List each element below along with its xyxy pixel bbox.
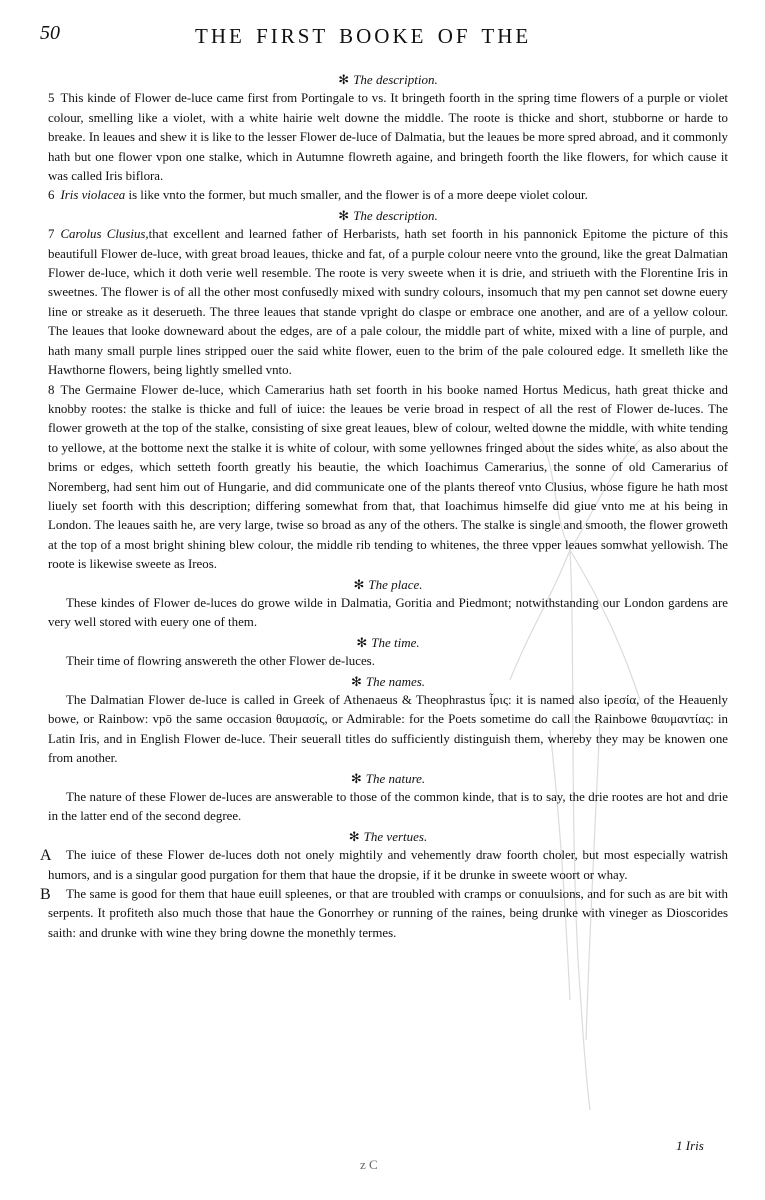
asterism-icon: ✻ — [356, 634, 368, 650]
paragraph-text: The iuice of these Flower de-luces doth not onely mightily and vehemently draw foorth choler, but most especially watrish humors, and is a singular good purgation for them that haue the dropsie, if it be drunke in sweete woort or whay. — [48, 848, 728, 882]
paragraph-text: is like vnto the former, but much smaller, and the flower is of a more deepe violet colour. — [128, 188, 588, 203]
paragraph-nature: The nature of these Flower de-luces are answerable to those of the common kinde, that is to say, the drie rootes are hot and drie in the latter end of the second degree. — [48, 790, 728, 824]
asterism-icon: ✻ — [348, 828, 360, 844]
paragraph-text: that excellent and learned father of Herbarists, hath set foorth in his pannonick Epitome the picture of this beautifull Flower de-luce, with great broad leaues, thicke and fat, of a purple colour neere vnto the ground, like the great Dalmatian Flower de-luce, which it doth verie well resemble. The roote is very sweete when it is drie, and striueth with the Florentine Iris in sweetnes. The flower is of all the other most confusedly mixed with sundry colours, insomuch that my pen cannot set downe euery line or streake as it deserueth. The three leaues that stande vpright do claspe or embrace one another, and are of a yellow colour. The leaues that looke downeward about the edges, are of a pale colour, the middle part of white, mixed with a line of purple, and hath many small purple lines stripped ouer the said white flower, euen to the brim of the pale coloured edge. It smelleth like the Hawthorne flowers, being lightly smelled vnto. — [48, 227, 729, 378]
paragraph-6 — [48, 186, 728, 205]
asterism-icon: ✻ — [338, 72, 350, 87]
paragraph-time: Their time of flowring answereth the other Flower de-luces. — [66, 654, 375, 669]
paragraph-place: These kindes of Flower de-luces do growe wilde in Dalmatia, Goritia and Piedmont; notwithstanding our London gardens are very well stored with euery one of them. — [48, 595, 728, 630]
section-heading-place: ✻ The place. — [353, 576, 423, 592]
paragraph-text: This kinde of Flower de-luce came first from Portingale to vs. It bringeth foorth in the spring time flowers of a purple or violet colour, smelling like a violet, with a white hairie welt downe the middle. The roote is thicke and short, stubborne or harde to breake. In leaues and shew it is like to the lesser Flower de-luce of Dalmatia, but the leaues be more spred abroad, and it commonly hath but one flower vpon one stalke, which in Autumne flowreth againe, and bringeth foorth the like flowers, for which cause it was called Iris biflora. — [48, 91, 728, 184]
paragraph-number: 5 — [48, 91, 55, 106]
section-heading-description: ✻ The description. — [338, 72, 438, 87]
section-heading-vertues: ✻ The vertues. — [348, 828, 428, 844]
paragraph-number: 6 — [48, 188, 55, 203]
catchword: 1 Iris — [676, 1138, 704, 1153]
margin-letter-b: B — [40, 886, 51, 904]
asterism-icon: ✻ — [353, 576, 365, 592]
asterism-icon: ✻ — [350, 673, 362, 689]
section-heading-names: ✻ The names. — [350, 673, 426, 689]
paragraph-number: 7 — [48, 227, 55, 242]
page-number: 50 — [40, 22, 60, 44]
paragraph-5 — [48, 89, 728, 186]
paragraph-names: The Dalmatian Flower de-luce is called in Greek of Athenaeus & Theophrastus ἶρις: it is named also ἰρεσία, of the Heauenly bowe, or Rainbow: vpō the same occasion θαυμασίς, or Admirable: for the Poets sometime do call the Rainbowe θαυμαντίας: in Latin Iris, and in English Flower de-luce. Their seuerall titles do sufficiently distinguish them, whereby they may be knowen one from another. — [48, 693, 728, 766]
paragraph-vertue-b — [40, 885, 728, 943]
paragraph-8 — [48, 381, 728, 575]
asterism-icon: ✻ — [338, 207, 350, 223]
paragraph-7 — [48, 225, 728, 380]
author-name: Carolus Clusius, — [60, 227, 149, 242]
paragraph-vertue-a — [40, 846, 728, 885]
signature-mark: z C — [360, 1157, 378, 1172]
section-heading-description: ✻ The description. — [338, 207, 438, 223]
paragraph-number: 8 — [48, 382, 55, 397]
margin-letter-a: A — [40, 847, 52, 865]
running-title: THE FIRST BOOKE OF THE — [195, 24, 532, 48]
paragraph-text: The same is good for them that haue euill spleenes, or that are troubled with cramps or conuulsions, and for such as are bit with serpents. It profiteth also much those that haue the Gonorrhey or running of the raines, being drunke with vineger as Dioscorides saith: and drunke with wine they bring downe the monethly termes. — [48, 887, 728, 940]
section-heading-time: ✻ The time. — [356, 634, 420, 650]
paragraph-text: The Germaine Flower de-luce, which Camerarius hath set foorth in his booke named Hortus Medicus, hath great thicke and knobby rootes: the stalke is thicke and full of iuice: the leaues be verie broad in respect of all the rest of Flower de-luces. The flower groweth at the top of the stalke, consisting of sixe great leaues, blew of colour, welted downe the middle, with white tending to yellowe, at the bottome next the stalke it is white of colour, with some yellownes fringed about the sides white, as also about the brims or edges, which setteth foorth greatly his beautie, the which Ioachimus Camerarius, the sonne of old Camerarius of Noremberg, had sent him out of Hungarie, and did communicate one of the plants thereof vnto Clusius, whose figure he hath most liuely set foorth with this description; differing somewhat from that, that Ioachimus himselfe did giue vnto me at his being in London. The leaues saith he, are very large, twise so broad as any of the others. The stalke is single and smooth, the flower groweth at the top of a most bright shining blew colour, the middle rib tending to whitenes, the three vpper leaues somwhat yellowish. The roote is likewise sweete as Ireos. — [48, 382, 728, 572]
text-block — [40, 70, 729, 943]
asterism-icon: ✻ — [350, 770, 362, 786]
section-heading-nature: ✻ The nature. — [350, 770, 426, 786]
species-name: Iris violacea — [60, 188, 126, 203]
